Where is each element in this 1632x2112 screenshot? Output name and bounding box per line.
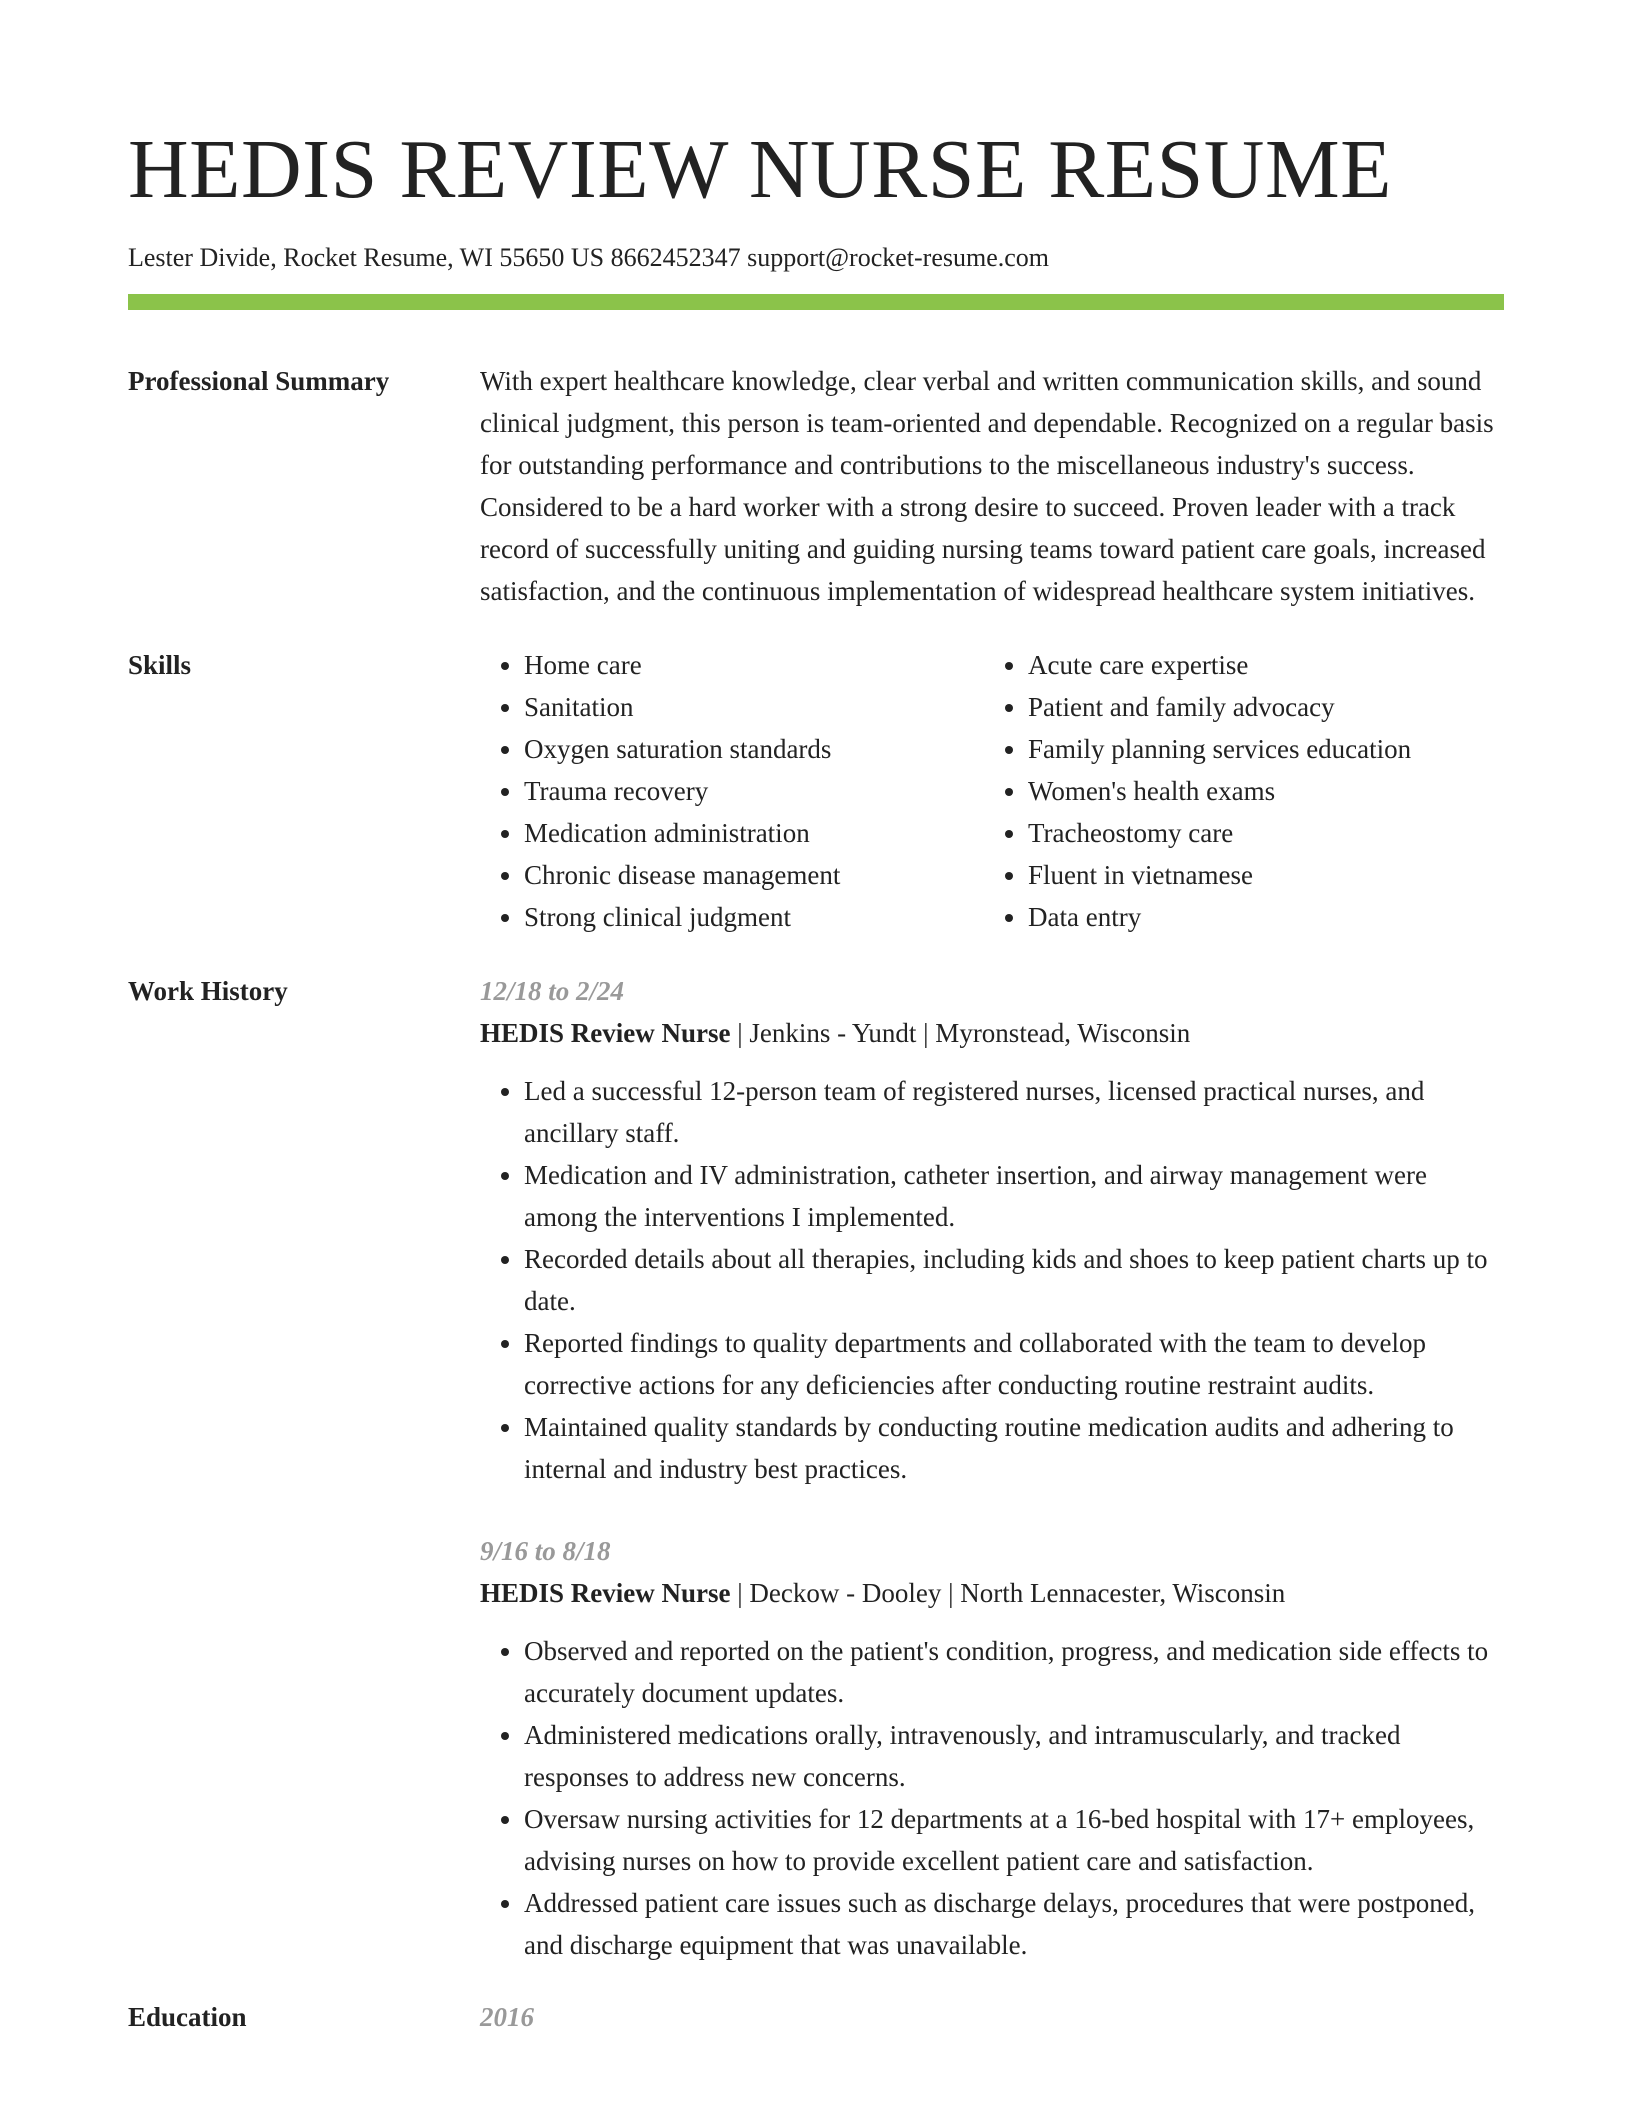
skill-item: • Sanitation — [524, 686, 984, 728]
skill-item: • Trauma recovery — [524, 770, 984, 812]
job-entry — [480, 970, 1504, 1490]
skill-item: • Family planning services education — [1028, 728, 1504, 770]
job-employer-location: | Deckow - Dooley | North Lennacester, Wisconsin — [730, 1578, 1286, 1608]
skill-item: • Fluent in vietnamese — [1028, 854, 1504, 896]
job-bullet-list — [480, 1630, 1504, 1966]
job-bullet: • Medication and IV administration, catheter insertion, and airway management were among the interventions I implemented. — [524, 1154, 1504, 1238]
job-heading — [480, 1572, 1504, 1614]
job-bullet: • Administered medications orally, intravenously, and intramuscularly, and tracked responses to address new concerns. — [524, 1714, 1504, 1798]
job-bullet-list — [480, 1070, 1504, 1490]
skill-item: • Home care — [524, 644, 984, 686]
job-bullet: • Led a successful 12-person team of registered nurses, licensed practical nurses, and ancillary staff. — [524, 1070, 1504, 1154]
resume-page — [128, 0, 1504, 2038]
job-bullet: • Observed and reported on the patient's condition, progress, and medication side effects to accurately document updates. — [524, 1630, 1504, 1714]
section-label-work: Work History — [128, 976, 288, 1006]
skills-list-left — [480, 644, 984, 938]
education-section — [128, 1996, 1504, 2038]
contact-line: Lester Divide, Rocket Resume, WI 55650 US 8662452347 support@rocket-resume.com — [128, 243, 1050, 272]
job-bullet: • Maintained quality standards by conducting routine medication audits and adhering to internal and industry best practices. — [524, 1406, 1504, 1490]
job-dates: 12/18 to 2/24 — [480, 976, 625, 1006]
professional-summary-section — [128, 360, 1504, 612]
skills-section — [128, 644, 1504, 938]
education-dates: 2016 — [480, 2002, 534, 2032]
job-title: HEDIS Review Nurse — [480, 1018, 731, 1048]
section-label-summary: Professional Summary — [128, 366, 390, 396]
job-bullet: • Addressed patient care issues such as discharge delays, procedures that were postponed, and discharge equipment that was unavailable. — [524, 1882, 1504, 1966]
skill-item: • Oxygen saturation standards — [524, 728, 984, 770]
section-label-education: Education — [128, 2002, 247, 2032]
skill-item: • Data entry — [1028, 896, 1504, 938]
skill-item: • Patient and family advocacy — [1028, 686, 1504, 728]
skill-item: • Chronic disease management — [524, 854, 984, 896]
job-employer-location: | Jenkins - Yundt | Myronstead, Wisconsin — [730, 1018, 1191, 1048]
skills-list-right — [984, 644, 1504, 938]
job-bullet: • Recorded details about all therapies, including kids and shoes to keep patient charts up to date. — [524, 1238, 1504, 1322]
resume-title: HEDIS REVIEW NURSE RESUME — [128, 123, 1392, 216]
skill-item: • Women's health exams — [1028, 770, 1504, 812]
job-bullet: • Reported findings to quality departments and collaborated with the team to develop corrective actions for any deficiencies after conducting routine restraint audits. — [524, 1322, 1504, 1406]
job-title: HEDIS Review Nurse — [480, 1578, 731, 1608]
skill-item: • Strong clinical judgment — [524, 896, 984, 938]
job-bullet: • Oversaw nursing activities for 12 departments at a 16-bed hospital with 17+ employees, advising nurses on how to provide excellent patient care and satisfaction. — [524, 1798, 1504, 1882]
job-entry — [480, 1530, 1504, 1966]
skill-item: • Medication administration — [524, 812, 984, 854]
skill-item: • Acute care expertise — [1028, 644, 1504, 686]
accent-divider — [128, 294, 1504, 310]
work-history-section — [128, 970, 1504, 1966]
summary-text: With expert healthcare knowledge, clear verbal and written communication skills, and sound clinical judgment, this person is team-oriented and dependable. Recognized on a regular basis for outstanding performance and contributions to the miscellaneous industry's success. Considered to be a hard worker with a strong desire to succeed. Proven leader with a track record of successfully uniting and guiding nursing teams toward patient care goals, increased satisfaction, and the continuous implementation of widespread healthcare system initiatives. — [480, 366, 1494, 606]
skill-item: • Tracheostomy care — [1028, 812, 1504, 854]
section-label-skills: Skills — [128, 650, 192, 680]
job-dates: 9/16 to 8/18 — [480, 1536, 611, 1566]
job-heading — [480, 1012, 1504, 1054]
